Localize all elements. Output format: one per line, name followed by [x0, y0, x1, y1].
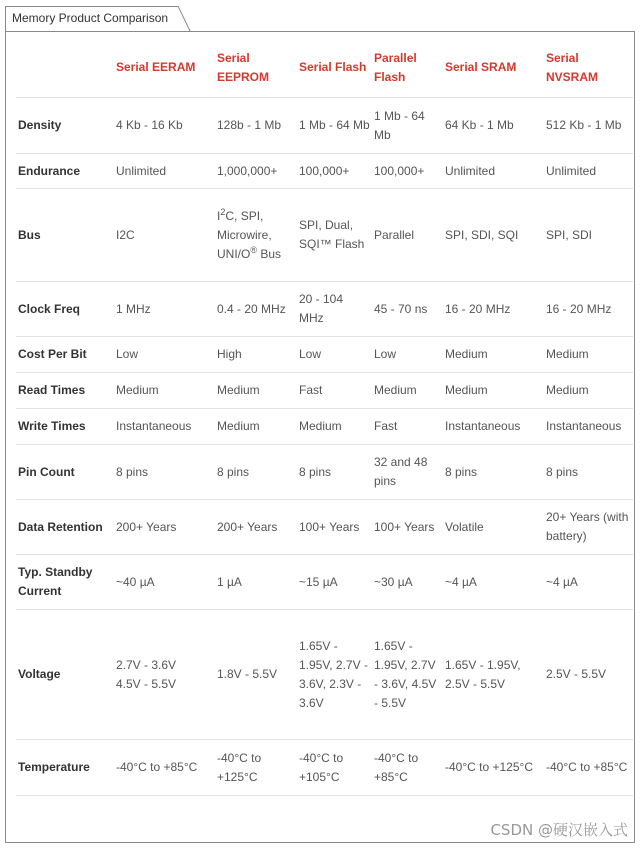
cell: 32 and 48 pins	[374, 445, 445, 500]
cell: SPI, SDI, SQI	[445, 189, 546, 282]
cell: Low	[374, 337, 445, 373]
cell: Fast	[299, 373, 374, 409]
cell: Volatile	[445, 500, 546, 555]
cell: High	[217, 337, 299, 373]
cell: 1,000,000+	[217, 154, 299, 189]
row-label: Write Times	[16, 409, 116, 445]
table-row	[16, 373, 633, 409]
table-row	[16, 740, 633, 796]
cell: ~30 µA	[374, 555, 445, 610]
table-row	[16, 154, 633, 189]
table-row	[16, 337, 633, 373]
bus-eeprom-text2: Bus	[256, 246, 281, 261]
cell: Instantaneous	[445, 409, 546, 445]
cell: 0.4 - 20 MHz	[217, 282, 299, 337]
header-serial-nvsram: Serial NVSRAM	[546, 38, 633, 98]
comparison-table	[16, 38, 633, 796]
cell: 8 pins	[445, 445, 546, 500]
cell: 45 - 70 ns	[374, 282, 445, 337]
bus-eeprom-text1: C, SPI, Microwire, UNI/O	[217, 208, 272, 261]
header-corner	[16, 38, 116, 98]
cell: Low	[299, 337, 374, 373]
cell: SPI, Dual, SQI™ Flash	[299, 189, 374, 282]
cell: 4 Kb - 16 Kb	[116, 98, 217, 154]
bus-eeprom-i: I	[217, 208, 221, 223]
row-label: Temperature	[16, 740, 116, 796]
table-row	[16, 610, 633, 740]
row-label: Density	[16, 98, 116, 154]
cell: 512 Kb - 1 Mb	[546, 98, 633, 154]
header-serial-flash: Serial Flash	[299, 38, 374, 98]
cell: -40°C to +125°C	[217, 740, 299, 796]
header-serial-eeprom: Serial EEPROM	[217, 38, 299, 98]
cell: Unlimited	[445, 154, 546, 189]
table-row	[16, 409, 633, 445]
cell: 1.65V - 1.95V, 2.7V - 3.6V, 4.5V - 5.5V	[374, 610, 445, 740]
cell: ~4 µA	[445, 555, 546, 610]
cell: -40°C to +85°C	[374, 740, 445, 796]
cell: Low	[116, 337, 217, 373]
registered-mark: ®	[250, 244, 257, 255]
cell: Instantaneous	[116, 409, 217, 445]
cell: 1 Mb - 64 Mb	[374, 98, 445, 154]
cell: 1.65V - 1.95V, 2.7V - 3.6V, 2.3V - 3.6V	[299, 610, 374, 740]
cell: -40°C to +125°C	[445, 740, 546, 796]
csdn-watermark: CSDN @硬汉嵌入式	[490, 821, 628, 839]
cell: 64 Kb - 1 Mb	[445, 98, 546, 154]
cell: 1.65V - 1.95V, 2.5V - 5.5V	[445, 610, 546, 740]
cell: ~15 µA	[299, 555, 374, 610]
cell: Medium	[445, 337, 546, 373]
cell: 16 - 20 MHz	[445, 282, 546, 337]
row-label: Bus	[16, 189, 116, 282]
tab-memory-comparison[interactable]	[5, 6, 178, 31]
cell: 100+ Years	[374, 500, 445, 555]
cell: Unlimited	[546, 154, 633, 189]
table-row	[16, 500, 633, 555]
row-label: Cost Per Bit	[16, 337, 116, 373]
header-serial-eeram: Serial EERAM	[116, 38, 217, 98]
cell: 1 Mb - 64 Mb	[299, 98, 374, 154]
row-label: Pin Count	[16, 445, 116, 500]
table-row	[16, 445, 633, 500]
cell: 8 pins	[546, 445, 633, 500]
cell: Fast	[374, 409, 445, 445]
cell: -40°C to +85°C	[116, 740, 217, 796]
cell: Medium	[374, 373, 445, 409]
cell: Instantaneous	[546, 409, 633, 445]
voltage-eeram-line1: 2.7V - 3.6V	[116, 657, 177, 672]
header-serial-sram: Serial SRAM	[445, 38, 546, 98]
cell: 1 MHz	[116, 282, 217, 337]
table-row	[16, 98, 633, 154]
row-label: Voltage	[16, 610, 116, 740]
cell: 20 - 104 MHz	[299, 282, 374, 337]
cell: 100+ Years	[299, 500, 374, 555]
cell: 8 pins	[217, 445, 299, 500]
cell: 200+ Years	[217, 500, 299, 555]
cell: Medium	[445, 373, 546, 409]
cell: -40°C to +85°C	[546, 740, 633, 796]
cell: Medium	[546, 337, 633, 373]
cell-bus-eeprom	[217, 189, 299, 282]
cell: Medium	[546, 373, 633, 409]
cell: 1.8V - 5.5V	[217, 610, 299, 740]
voltage-eeram-line2: 4.5V - 5.5V	[116, 676, 177, 691]
cell: Medium	[116, 373, 217, 409]
table-row	[16, 555, 633, 610]
cell-voltage-eeram	[116, 610, 217, 740]
table-row	[16, 282, 633, 337]
table-row	[16, 189, 633, 282]
cell: ~4 µA	[546, 555, 633, 610]
cell: Parallel	[374, 189, 445, 282]
cell: 100,000+	[374, 154, 445, 189]
cell: 1 µA	[217, 555, 299, 610]
cell: Medium	[217, 409, 299, 445]
tab-slant-decoration	[178, 6, 192, 32]
cell: 2.5V - 5.5V	[546, 610, 633, 740]
cell: Medium	[299, 409, 374, 445]
cell: Medium	[217, 373, 299, 409]
cell: 100,000+	[299, 154, 374, 189]
cell: -40°C to +105°C	[299, 740, 374, 796]
cell: 8 pins	[116, 445, 217, 500]
cell: 128b - 1 Mb	[217, 98, 299, 154]
row-label: Read Times	[16, 373, 116, 409]
row-label: Data Retention	[16, 500, 116, 555]
cell: 8 pins	[299, 445, 374, 500]
cell: SPI, SDI	[546, 189, 633, 282]
comparison-panel	[5, 31, 635, 843]
cell: I2C	[116, 189, 217, 282]
table-header-row	[16, 38, 633, 98]
cell: 200+ Years	[116, 500, 217, 555]
cell: ~40 µA	[116, 555, 217, 610]
header-parallel-flash: Parallel Flash	[374, 38, 445, 98]
row-label: Endurance	[16, 154, 116, 189]
row-label: Clock Freq	[16, 282, 116, 337]
row-label: Typ. Standby Current	[16, 555, 116, 610]
tab-title: Memory Product Comparison	[12, 11, 169, 25]
bus-eeprom-sup: 2	[220, 206, 226, 217]
cell: 16 - 20 MHz	[546, 282, 633, 337]
cell: 20+ Years (with battery)	[546, 500, 633, 555]
cell: Unlimited	[116, 154, 217, 189]
